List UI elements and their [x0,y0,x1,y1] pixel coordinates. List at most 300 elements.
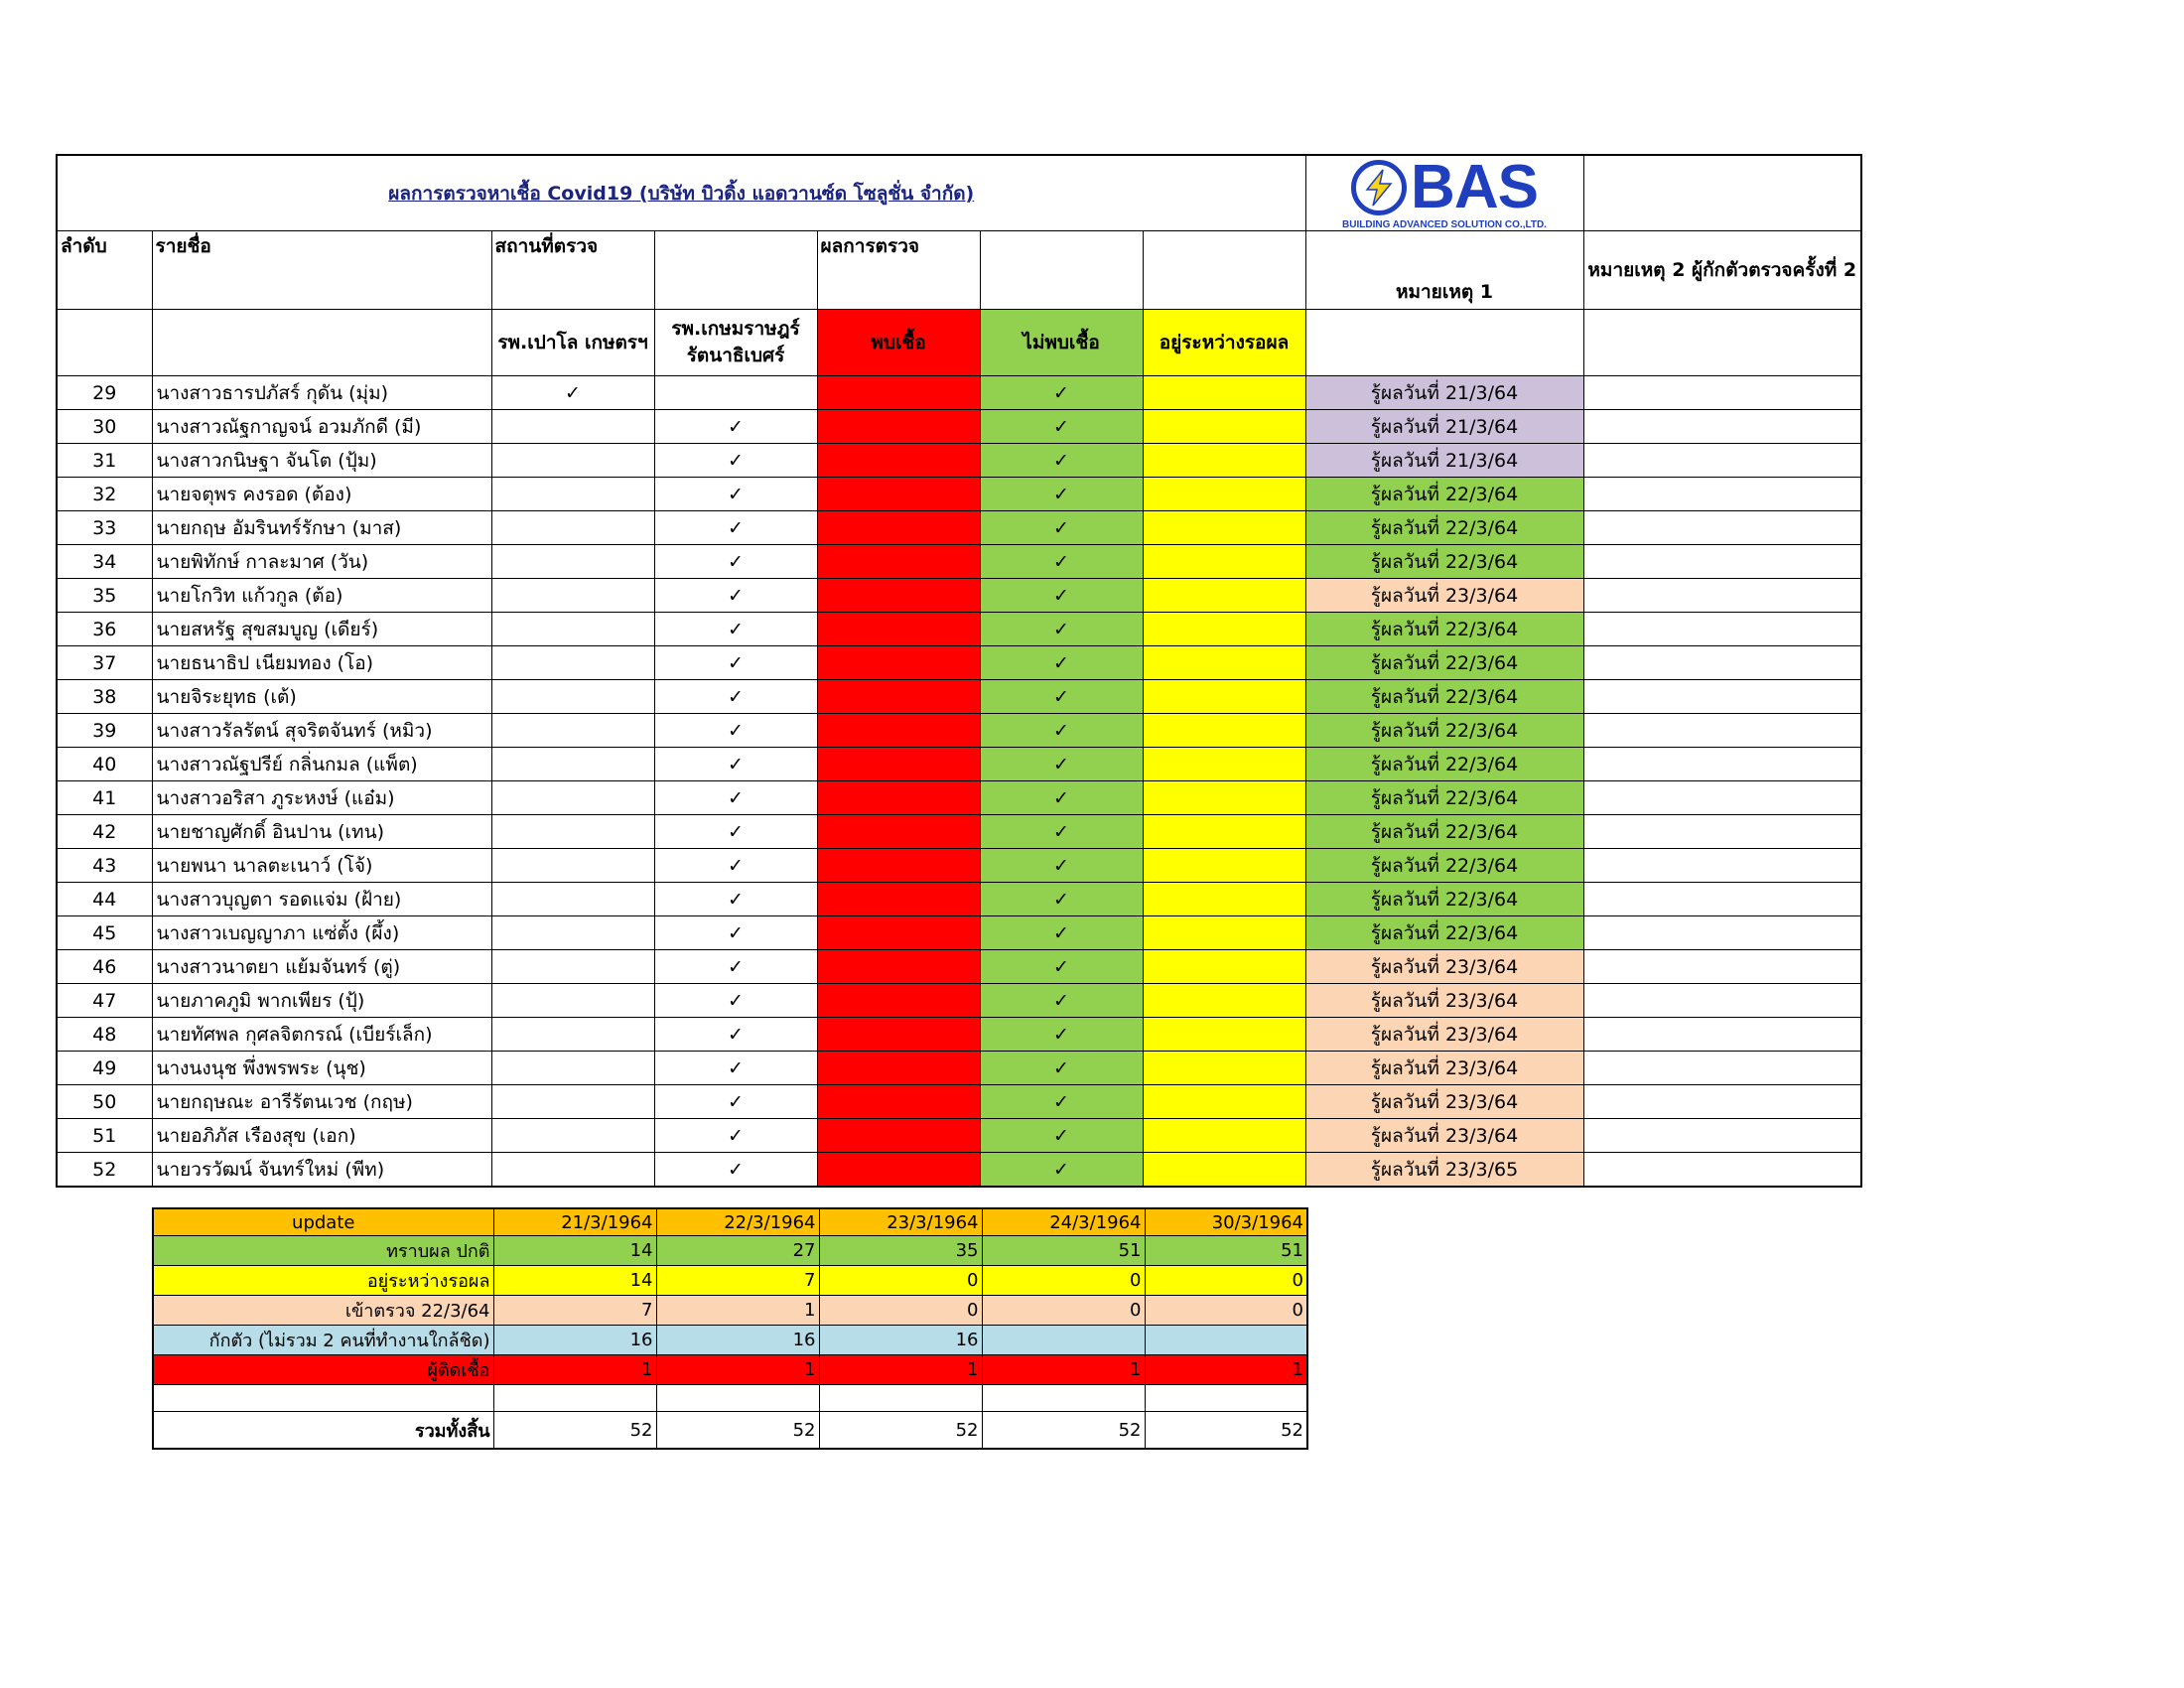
note2-cell [1583,478,1861,511]
summary-value: 14 [493,1266,656,1296]
row-number: 49 [57,1052,152,1085]
row-number: 34 [57,545,152,579]
summary-value [1145,1385,1307,1412]
table-row [57,478,1861,511]
hospital-kasemrad-check: ✓ [654,849,817,883]
table-row [57,748,1861,781]
hospital-kasemrad-check: ✓ [654,1119,817,1153]
hospital-kasemrad-check: ✓ [654,781,817,815]
note2-cell [1583,1018,1861,1052]
summary-value: 1 [493,1355,656,1385]
pending-cell [1143,478,1305,511]
employee-name: นายโกวิท แก้วกูล (ต้อ) [152,579,491,613]
row-number: 32 [57,478,152,511]
employee-name: นายวรวัฒน์ จันทร์ใหม่ (พีท) [152,1153,491,1188]
negative-check: ✓ [980,1052,1143,1085]
summary-value: 1 [656,1296,819,1326]
positive-cell [817,883,980,916]
pending-cell [1143,444,1305,478]
note2-cell [1583,714,1861,748]
pending-cell [1143,815,1305,849]
summary-value: 14 [493,1236,656,1266]
pending-cell [1143,511,1305,545]
table-row [57,613,1861,646]
summary-value: 0 [1145,1266,1307,1296]
summary-row [153,1385,1307,1412]
positive-cell [817,680,980,714]
row-number: 36 [57,613,152,646]
pending-cell [1143,950,1305,984]
lightning-bolt-icon [1351,160,1407,215]
hospital-paolo-check [491,545,654,579]
positive-cell [817,545,980,579]
table-row [57,1153,1861,1188]
pending-cell [1143,916,1305,950]
hospital-paolo-check [491,646,654,680]
note2-cell [1583,883,1861,916]
negative-check: ✓ [980,1153,1143,1188]
summary-value: 0 [982,1296,1145,1326]
positive-cell [817,849,980,883]
note1-cell: รู้ผลวันที่ 21/3/64 [1305,410,1583,444]
header-location: สถานที่ตรวจ [491,231,654,310]
hospital-kasemrad-check: ✓ [654,680,817,714]
table-row [57,545,1861,579]
row-number: 52 [57,1153,152,1188]
employee-name: นางสาวเบญญาภา แซ่ตั้ง (ผึ้ง) [152,916,491,950]
hospital-kasemrad-check: ✓ [654,613,817,646]
summary-row-label: ผู้ติดเชื้อ [153,1355,493,1385]
pending-cell [1143,883,1305,916]
note1-cell: รู้ผลวันที่ 23/3/64 [1305,1119,1583,1153]
employee-name: นายชาญศักดิ์ อินปาน (เทน) [152,815,491,849]
note1-cell: รู้ผลวันที่ 22/3/64 [1305,849,1583,883]
note1-cell: รู้ผลวันที่ 22/3/64 [1305,646,1583,680]
table-row [57,1018,1861,1052]
employee-name: นางนงนุช พึ่งพรพระ (นุช) [152,1052,491,1085]
hospital-paolo-check [491,714,654,748]
employee-name: นางสาวณัฐปรีย์ กลิ่นกมล (แพ็ต) [152,748,491,781]
header-seq: ลำดับ [57,231,152,310]
hospital-kasemrad-check: ✓ [654,984,817,1018]
table-row [57,511,1861,545]
note2-cell [1583,1085,1861,1119]
row-number: 30 [57,410,152,444]
positive-cell [817,950,980,984]
summary-total-value: 52 [1145,1412,1307,1450]
hospital-paolo-check [491,781,654,815]
summary-table [152,1207,1308,1450]
employee-name: นายกฤษ อัมรินทร์รักษา (มาส) [152,511,491,545]
table-row [57,444,1861,478]
summary-value [656,1385,819,1412]
pending-cell [1143,1018,1305,1052]
pending-cell [1143,680,1305,714]
positive-cell [817,646,980,680]
note2-cell [1583,815,1861,849]
summary-value [493,1385,656,1412]
pending-cell [1143,1119,1305,1153]
note2-cell [1583,444,1861,478]
hospital-kasemrad-check: ✓ [654,545,817,579]
summary-value [982,1385,1145,1412]
positive-cell [817,1153,980,1188]
note2-cell [1583,1119,1861,1153]
employee-name: นายพนา นาลตะเนาว์ (โจ้) [152,849,491,883]
note1-cell: รู้ผลวันที่ 21/3/64 [1305,376,1583,410]
pending-cell [1143,1085,1305,1119]
summary-date: 22/3/1964 [656,1208,819,1236]
summary-value: 16 [819,1326,982,1355]
summary-value: 1 [656,1355,819,1385]
positive-cell [817,579,980,613]
table-row [57,714,1861,748]
summary-total-value: 52 [493,1412,656,1450]
hospital-paolo-check [491,1018,654,1052]
row-number: 31 [57,444,152,478]
pending-cell [1143,646,1305,680]
logo-subtitle: BUILDING ADVANCED SOLUTION CO.,LTD. [1342,219,1547,230]
pending-cell [1143,376,1305,410]
hospital-kasemrad-check: ✓ [654,478,817,511]
summary-row [153,1296,1307,1326]
negative-check: ✓ [980,748,1143,781]
summary-value: 0 [819,1266,982,1296]
hospital-kasemrad-check: ✓ [654,410,817,444]
negative-check: ✓ [980,680,1143,714]
positive-cell [817,511,980,545]
hospital-paolo-check [491,1052,654,1085]
positive-cell [817,613,980,646]
note1-cell: รู้ผลวันที่ 23/3/64 [1305,579,1583,613]
positive-cell [817,1052,980,1085]
header-note2: หมายเหตุ 2 ผู้กักตัวตรวจครั้งที่ 2 [1583,231,1861,310]
hospital-paolo-check [491,478,654,511]
negative-check: ✓ [980,1085,1143,1119]
note1-cell: รู้ผลวันที่ 23/3/64 [1305,1052,1583,1085]
row-number: 51 [57,1119,152,1153]
summary-value: 7 [493,1296,656,1326]
positive-cell [817,815,980,849]
row-number: 35 [57,579,152,613]
row-number: 39 [57,714,152,748]
row-number: 45 [57,916,152,950]
summary-total-value: 52 [819,1412,982,1450]
pending-cell [1143,781,1305,815]
note2-cell [1583,511,1861,545]
pending-cell [1143,1153,1305,1188]
negative-check: ✓ [980,1119,1143,1153]
covid-results-table [56,154,1862,1188]
hospital-paolo-check [491,984,654,1018]
note2-cell [1583,1153,1861,1188]
negative-check: ✓ [980,815,1143,849]
logo-text: BAS [1411,155,1538,221]
positive-cell [817,478,980,511]
row-number: 37 [57,646,152,680]
header-pending: อยู่ระหว่างรอผล [1143,310,1305,376]
employee-name: นายอภิภัส เรืองสุข (เอก) [152,1119,491,1153]
hospital-paolo-check [491,579,654,613]
hospital-paolo-check [491,1119,654,1153]
note1-cell: รู้ผลวันที่ 22/3/64 [1305,545,1583,579]
hospital-paolo-check [491,748,654,781]
header-name: รายชื่อ [152,231,491,310]
hospital-kasemrad-check: ✓ [654,714,817,748]
summary-row-label [153,1385,493,1412]
employee-name: นายจตุพร คงรอด (ต้อง) [152,478,491,511]
table-row [57,916,1861,950]
note2-cell [1583,1052,1861,1085]
summary-total-value: 52 [656,1412,819,1450]
row-number: 33 [57,511,152,545]
table-row [57,680,1861,714]
employee-name: นางสาวณัฐกาญจน์ อวมภักดี (มี) [152,410,491,444]
note1-cell: รู้ผลวันที่ 22/3/64 [1305,511,1583,545]
table-row [57,579,1861,613]
hospital-paolo-check [491,950,654,984]
hospital-paolo-check [491,680,654,714]
note2-cell [1583,680,1861,714]
positive-cell [817,444,980,478]
row-number: 42 [57,815,152,849]
pending-cell [1143,579,1305,613]
negative-check: ✓ [980,984,1143,1018]
employee-name: นายกฤษณะ อารีรัตนเวช (กฤษ) [152,1085,491,1119]
positive-cell [817,916,980,950]
pending-cell [1143,984,1305,1018]
summary-value: 1 [1145,1355,1307,1385]
negative-check: ✓ [980,444,1143,478]
summary-header-row [153,1208,1307,1236]
summary-value: 51 [982,1236,1145,1266]
summary-value [982,1326,1145,1355]
pending-cell [1143,849,1305,883]
hospital-kasemrad-check: ✓ [654,815,817,849]
table-row [57,984,1861,1018]
hospital-kasemrad-check: ✓ [654,1085,817,1119]
summary-date: 30/3/1964 [1145,1208,1307,1236]
note1-cell: รู้ผลวันที่ 23/3/64 [1305,950,1583,984]
pending-cell [1143,613,1305,646]
hospital-paolo-check [491,613,654,646]
note1-cell: รู้ผลวันที่ 23/3/64 [1305,1018,1583,1052]
note2-cell [1583,748,1861,781]
note1-cell: รู้ผลวันที่ 22/3/64 [1305,714,1583,748]
negative-check: ✓ [980,613,1143,646]
note1-cell: รู้ผลวันที่ 23/3/64 [1305,1085,1583,1119]
summary-value: 0 [982,1266,1145,1296]
note1-cell: รู้ผลวันที่ 22/3/64 [1305,916,1583,950]
employee-name: นางสาวนาตยา แย้มจันทร์ (ตู่) [152,950,491,984]
note1-cell: รู้ผลวันที่ 22/3/64 [1305,781,1583,815]
employee-name: นางสาวอริสา ภูระหงษ์ (แอ๋ม) [152,781,491,815]
note2-cell [1583,984,1861,1018]
note2-cell [1583,950,1861,984]
hospital-paolo-check: ✓ [491,376,654,410]
hospital-kasemrad-check: ✓ [654,1153,817,1188]
negative-check: ✓ [980,781,1143,815]
hospital-kasemrad-check: ✓ [654,646,817,680]
note2-cell [1583,781,1861,815]
hospital-kasemrad-check [654,376,817,410]
table-row [57,410,1861,444]
summary-row [153,1236,1307,1266]
summary-row [153,1355,1307,1385]
hospital-paolo-check [491,444,654,478]
summary-value: 16 [493,1326,656,1355]
positive-cell [817,1018,980,1052]
positive-cell [817,376,980,410]
positive-cell [817,1085,980,1119]
hospital-kasemrad-check: ✓ [654,748,817,781]
positive-cell [817,748,980,781]
employee-name: นางสาวกนิษฐา จันโต (ปุ้ม) [152,444,491,478]
employee-name: นายทัศพล กุศลจิตกรณ์ (เบียร์เล็ก) [152,1018,491,1052]
negative-check: ✓ [980,916,1143,950]
hospital-kasemrad-check: ✓ [654,511,817,545]
negative-check: ✓ [980,1018,1143,1052]
pending-cell [1143,1052,1305,1085]
summary-value [1145,1326,1307,1355]
row-number: 47 [57,984,152,1018]
table-row [57,950,1861,984]
page-title: ผลการตรวจหาเชื้อ Covid19 (บริษัท บิวดิ้ง แอดวานซ์ด โซลูชั่น จำกัด) [57,155,1305,231]
summary-row-label: กักตัว (ไม่รวม 2 คนที่ทำงานใกล้ชิด) [153,1326,493,1355]
note1-cell: รู้ผลวันที่ 23/3/65 [1305,1153,1583,1188]
note1-cell: รู้ผลวันที่ 21/3/64 [1305,444,1583,478]
note1-cell: รู้ผลวันที่ 22/3/64 [1305,883,1583,916]
negative-check: ✓ [980,714,1143,748]
row-number: 48 [57,1018,152,1052]
negative-check: ✓ [980,950,1143,984]
summary-value: 16 [656,1326,819,1355]
summary-row-label: เข้าตรวจ 22/3/64 [153,1296,493,1326]
table-row [57,815,1861,849]
employee-name: นางสาวบุญตา รอดแจ่ม (ฝ้าย) [152,883,491,916]
header-hospital-paolo: รพ.เปาโล เกษตรฯ [491,310,654,376]
note2-cell [1583,579,1861,613]
table-row [57,781,1861,815]
hospital-paolo-check [491,410,654,444]
row-number: 50 [57,1085,152,1119]
summary-row-label: อยู่ระหว่างรอผล [153,1266,493,1296]
note2-cell [1583,376,1861,410]
negative-check: ✓ [980,883,1143,916]
employee-name: นายภาคภูมิ พากเพียร (ปุ้) [152,984,491,1018]
hospital-kasemrad-check: ✓ [654,579,817,613]
row-number: 41 [57,781,152,815]
negative-check: ✓ [980,478,1143,511]
hospital-paolo-check [491,916,654,950]
table-row [57,1052,1861,1085]
table-row [57,376,1861,410]
negative-check: ✓ [980,545,1143,579]
positive-cell [817,1119,980,1153]
summary-date: 21/3/1964 [493,1208,656,1236]
hospital-paolo-check [491,1153,654,1188]
table-row [57,849,1861,883]
hospital-paolo-check [491,815,654,849]
note1-cell: รู้ผลวันที่ 22/3/64 [1305,748,1583,781]
table-row [57,883,1861,916]
note1-cell: รู้ผลวันที่ 22/3/64 [1305,613,1583,646]
employee-name: นางสาวรัลรัตน์ สุจริตจันทร์ (หมิว) [152,714,491,748]
summary-value: 0 [1145,1296,1307,1326]
summary-row [153,1266,1307,1296]
summary-row [153,1326,1307,1355]
summary-update-label: update [153,1208,493,1236]
header-positive: พบเชื้อ [817,310,980,376]
summary-value: 1 [982,1355,1145,1385]
note1-cell: รู้ผลวันที่ 22/3/64 [1305,680,1583,714]
negative-check: ✓ [980,376,1143,410]
note2-cell [1583,410,1861,444]
summary-total-row [153,1412,1307,1450]
negative-check: ✓ [980,511,1143,545]
row-number: 46 [57,950,152,984]
hospital-kasemrad-check: ✓ [654,950,817,984]
employee-name: นายพิทักษ์ กาละมาศ (วัน) [152,545,491,579]
summary-date: 23/3/1964 [819,1208,982,1236]
negative-check: ✓ [980,646,1143,680]
positive-cell [817,410,980,444]
header-negative: ไม่พบเชื้อ [980,310,1143,376]
hospital-paolo-check [491,1085,654,1119]
summary-value: 7 [656,1266,819,1296]
employee-name: นายสหรัฐ สุขสมบูญ (เดียร์) [152,613,491,646]
hospital-kasemrad-check: ✓ [654,444,817,478]
row-number: 29 [57,376,152,410]
note1-cell: รู้ผลวันที่ 23/3/64 [1305,984,1583,1018]
summary-value [819,1385,982,1412]
hospital-kasemrad-check: ✓ [654,1018,817,1052]
summary-value: 0 [819,1296,982,1326]
row-number: 43 [57,849,152,883]
positive-cell [817,984,980,1018]
header-note1: หมายเหตุ 1 [1305,231,1583,310]
table-row [57,1119,1861,1153]
negative-check: ✓ [980,410,1143,444]
note2-cell [1583,849,1861,883]
summary-value: 35 [819,1236,982,1266]
note1-cell: รู้ผลวันที่ 22/3/64 [1305,478,1583,511]
summary-value: 1 [819,1355,982,1385]
row-number: 40 [57,748,152,781]
summary-total-label: รวมทั้งสิ้น [153,1412,493,1450]
note2-cell [1583,646,1861,680]
summary-total-value: 52 [982,1412,1145,1450]
summary-date: 24/3/1964 [982,1208,1145,1236]
pending-cell [1143,545,1305,579]
note1-cell: รู้ผลวันที่ 22/3/64 [1305,815,1583,849]
hospital-kasemrad-check: ✓ [654,916,817,950]
note2-cell [1583,545,1861,579]
employee-name: นางสาวธารปภัสร์ กุดัน (มุ่ม) [152,376,491,410]
employee-name: นายธนาธิป เนียมทอง (โอ) [152,646,491,680]
row-number: 44 [57,883,152,916]
hospital-paolo-check [491,511,654,545]
pending-cell [1143,714,1305,748]
employee-name: นายจิระยุทธ (เต้) [152,680,491,714]
positive-cell [817,781,980,815]
row-number: 38 [57,680,152,714]
negative-check: ✓ [980,849,1143,883]
header-hospital-kasemrad: รพ.เกษมราษฎร์ รัตนาธิเบศร์ [654,310,817,376]
hospital-kasemrad-check: ✓ [654,883,817,916]
company-logo [1305,155,1583,231]
positive-cell [817,714,980,748]
